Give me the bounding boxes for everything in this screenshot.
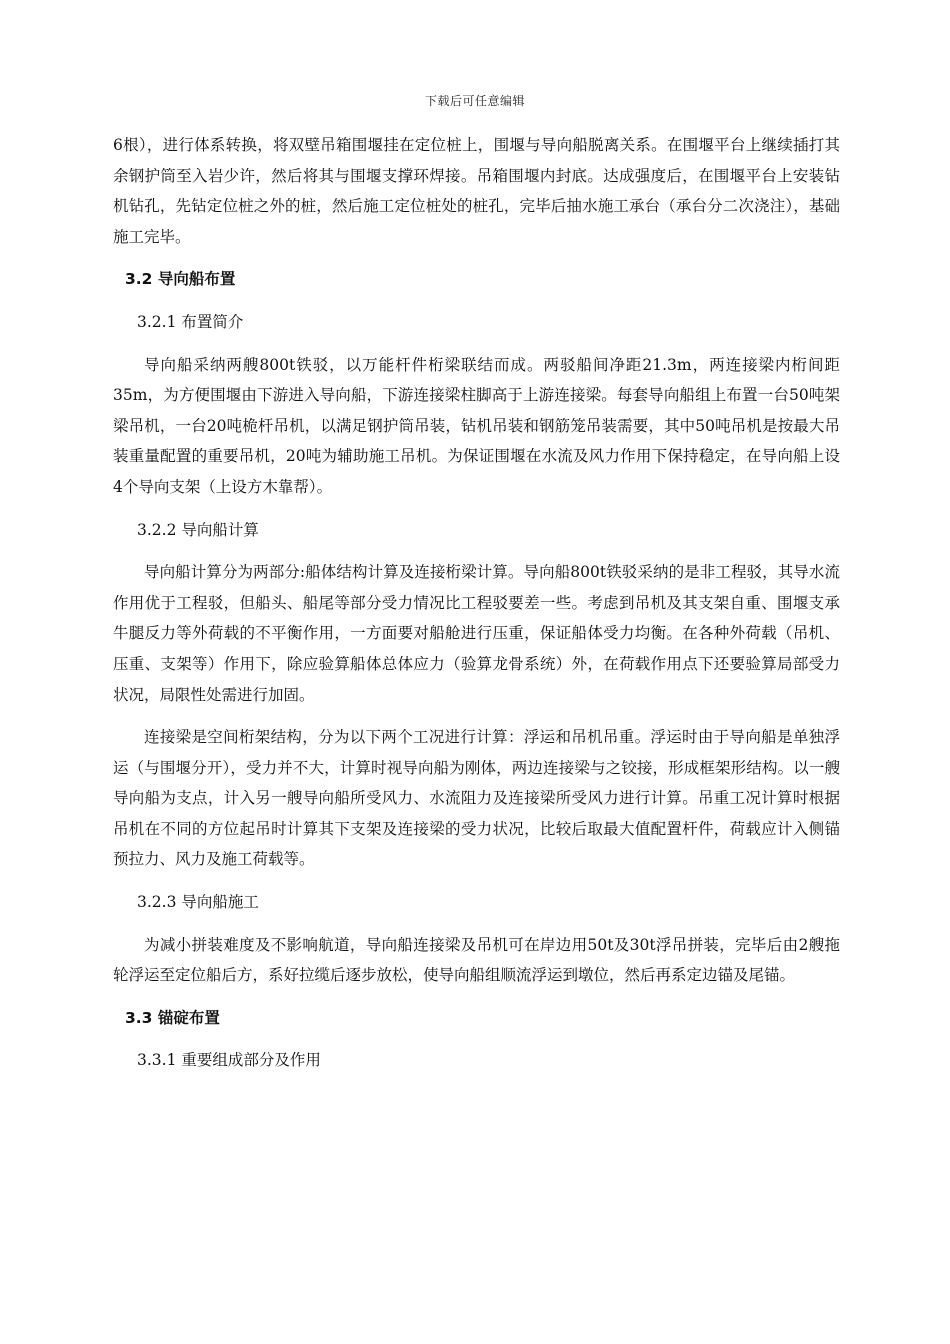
section-heading-3-3: 3.3 锚碇布置	[125, 1008, 220, 1027]
subsection-heading-3-2-3: 3.2.3 导向船施工	[137, 893, 259, 912]
paragraph-ship-calculation: 导向船计算分为两部分:船体结构计算及连接桁梁计算。导向船800t铁驳采纳的是非工程驳，其导水流作用优于工程驳，但船头、船尾等部分受力情况比工程驳要差一些。考虑到吊机及其支架自重、围堰支承牛腿反力等外荷载的不平衡作用，一方面要对船舱进行压重，保证船体受力均衡。在各种外荷载（吊机、压重、支架等）作用下，除应验算船体总体应力（验算龙骨系统）外，在荷载作用点下还要验算局部受力状况，局限性处需进行加固。	[113, 563, 840, 704]
paragraph-continuation: 6根），进行体系转换，将双壁吊箱围堰挂在定位桩上，围堰与导向船脱离关系。在围堰平台上继续插打其余钢护筒至入岩少许，然后将其与围堰支撑环焊接。吊箱围堰内封底。达成强度后，在围堰平台上安装钻机钻孔，先钻定位桩之外的桩，然后施工定位桩处的桩孔，完毕后抽水施工承台（承台分二次浇注），基础施工完毕。	[113, 136, 840, 246]
page-header: 下载后可任意编辑	[424, 94, 525, 108]
section-heading-3-2: 3.2 导向船布置	[125, 270, 236, 289]
subsection-heading-3-3-1: 3.3.1 重要组成部分及作用	[137, 1051, 321, 1070]
subsection-heading-3-2-1: 3.2.1 布置简介	[137, 312, 244, 331]
paragraph-ship-construction: 为减小拼装难度及不影响航道，导向船连接梁及吊机可在岸边用50t及30t浮吊拼装，完毕后由2艘拖轮浮运至定位船后方，系好拉缆后逐步放松，使导向船组顺流浮运到墩位，然后再系定边锚及尾锚。	[113, 935, 840, 985]
paragraph-connecting-beam: 连接梁是空间桁架结构，分为以下两个工况进行计算：浮运和吊机吊重。浮运时由于导向船是单独浮运（与围堰分开），受力并不大，计算时视导向船为刚体，两边连接梁与之铰接，形成框架形结构。以一艘导向船为支点，计入另一艘导向船所受风力、水流阻力及连接梁所受风力进行计算。吊重工况计算时根据吊机在不同的方位起吊时计算其下支架及连接梁的受力状况，比较后取最大值配置杆件，荷载应计入侧锚预拉力、风力及施工荷载等。	[113, 728, 840, 869]
paragraph-layout-intro: 导向船采纳两艘800t铁驳，以万能杆件桁梁联结而成。两驳船间净距21.3m，两连接梁内桁间距35m，为方便围堰由下游进入导向船，下游连接梁柱脚高于上游连接梁。每套导向船组上布置一台50吨架梁吊机，一台20吨桅杆吊机，以满足钢护筒吊装，钻机吊装和钢筋笼吊装需要，其中50吨吊机是按最大吊装重量配置的重要吊机，20吨为辅助施工吊机。为保证围堰在水流及风力作用下保持稳定，在导向船上设4个导向支架（上设方木靠帮）。	[113, 355, 840, 496]
document-body	[113, 130, 840, 1076]
subsection-heading-3-2-2: 3.2.2 导向船计算	[137, 520, 259, 539]
